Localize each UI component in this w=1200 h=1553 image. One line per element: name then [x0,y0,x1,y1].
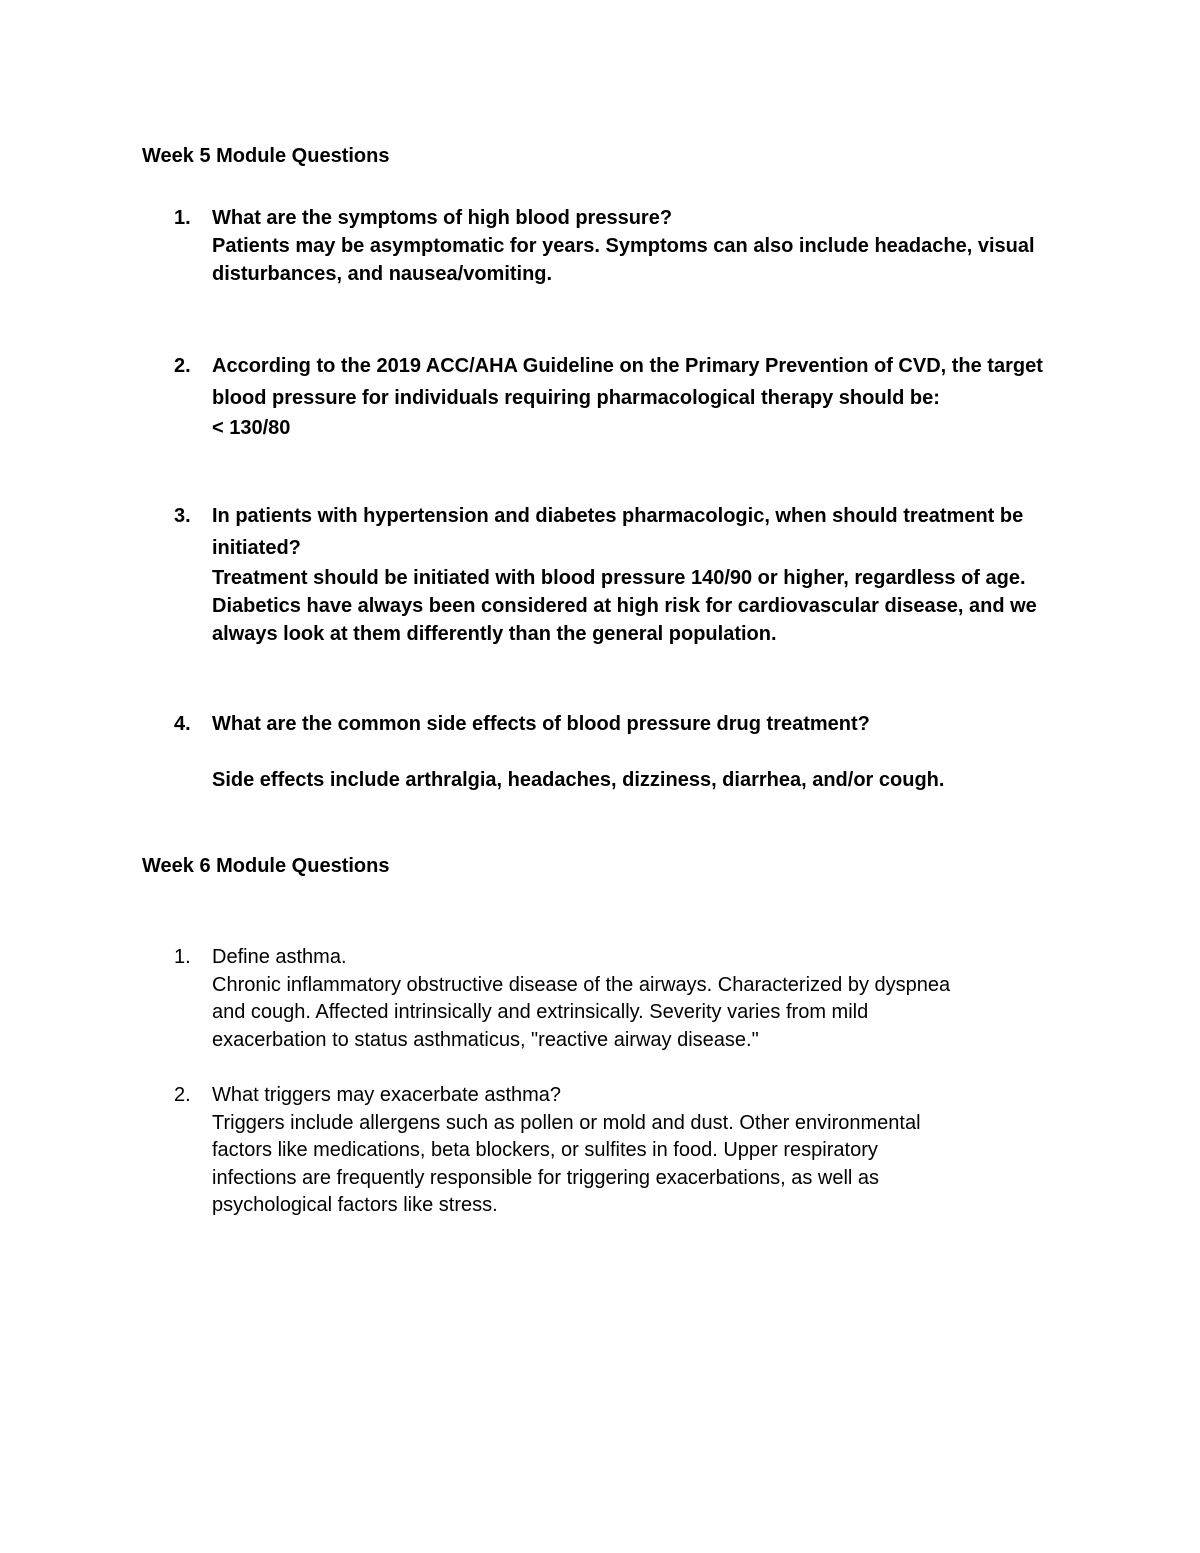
week6-question-2 [174,1082,1074,1220]
answer-line: Side effects include arthralgia, headaches, dizziness, diarrhea, and/or cough. [212,769,945,791]
answer-line: disturbances, and nausea/vomiting. [212,263,553,285]
answer-line: Triggers include allergens such as pollen or mold and dust. Other environmental [212,1111,921,1134]
question-text: What are the common side effects of blood pressure drug treatment? [212,713,870,735]
answer-line: Patients may be asymptomatic for years. Symptoms can also include headache, visual [212,235,1035,257]
answer-line: infections are frequently responsible for triggering exacerbations, as well as [212,1166,880,1189]
week5-heading: Week 5 Module Questions [142,145,390,167]
list-number: 2. [174,1084,191,1106]
question-text: In patients with hypertension and diabetes pharmacologic, when should treatment be [212,505,1024,527]
week6-question-1 [174,944,1074,1054]
answer-line: exacerbation to status asthmaticus, "reactive airway disease." [212,1028,759,1051]
week5-question-2 [174,350,1074,442]
question-text: What triggers may exacerbate asthma? [212,1084,562,1106]
question-text: initiated? [212,537,301,559]
question-text: What are the symptoms of high blood pressure? [212,207,673,229]
week5-question-4 [174,710,1074,794]
week6-heading: Week 6 Module Questions [142,855,390,877]
answer-line: Chronic inflammatory obstructive disease of the airways. Characterized by dyspnea [212,973,951,996]
week5-question-3 [174,500,1074,648]
list-number: 4. [174,713,191,735]
question-text: According to the 2019 ACC/AHA Guideline on the Primary Prevention of CVD, the target [212,355,1043,377]
week5-question-1 [174,204,1074,288]
question-text: blood pressure for individuals requiring pharmacological therapy should be: [212,387,940,409]
list-number: 1. [174,946,191,968]
answer-line: Treatment should be initiated with blood pressure 140/90 or higher, regardless of age. [212,567,1026,589]
question-text: Define asthma. [212,946,347,968]
answer-line: psychological factors like stress. [212,1194,498,1216]
list-number: 3. [174,505,191,527]
spacer [212,738,1074,766]
answer-line: factors like medications, beta blockers, or sulfites in food. Upper respiratory [212,1139,878,1161]
answer-line: and cough. Affected intrinsically and extrinsically. Severity varies from mild [212,1001,869,1023]
answer-line: < 130/80 [212,417,291,439]
list-number: 1. [174,207,191,229]
list-number: 2. [174,355,191,377]
answer-line: always look at them differently than the general population. [212,623,777,645]
answer-line: Diabetics have always been considered at high risk for cardiovascular disease, and we [212,595,1037,617]
